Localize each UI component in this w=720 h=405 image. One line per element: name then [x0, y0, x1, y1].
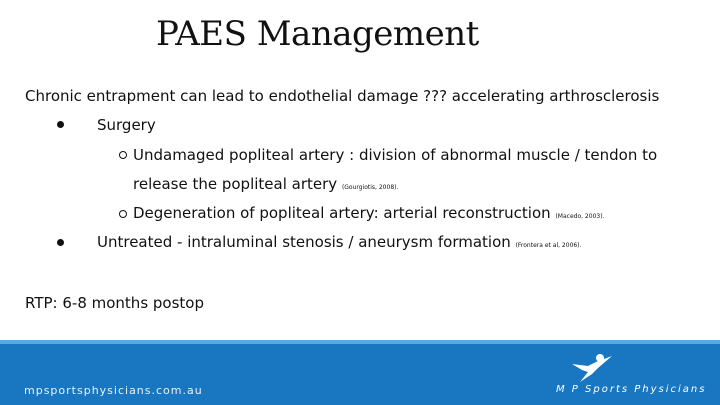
intro-text: Chronic entrapment can lead to endothelial damage ??? accelerating arthrosclerosis [25, 87, 660, 105]
citation-macedo: (Macedo, 2003). [555, 213, 605, 220]
bullet-surgery: Surgery [97, 116, 156, 134]
footer-logo-text: M P Sports Physicians [556, 384, 707, 395]
sub-bullet-degeneration-text: Degeneration of popliteal artery: arterial reconstruction [133, 204, 551, 222]
rtp-text: RTP: 6-8 months postop [25, 294, 204, 312]
slide-title: PAES Management [156, 14, 479, 54]
sub-bullet-ring [119, 151, 127, 159]
bullet-untreated-text: Untreated - intraluminal stenosis / aneurysm formation [97, 233, 511, 251]
bullet-untreated [97, 233, 581, 251]
citation-frontera: (Frontera et al, 2006). [515, 242, 582, 249]
sub-bullet-undamaged-line2 [133, 175, 398, 193]
bullet-dot [57, 239, 64, 246]
footer-url: mpsportsphysicians.com.au [24, 384, 203, 397]
sub-bullet-ring [119, 210, 127, 218]
sub-bullet-undamaged-text: release the popliteal artery [133, 175, 338, 193]
citation-gourgiotis: (Gourgiotis, 2008). [341, 184, 399, 191]
sub-bullet-undamaged-line1: Undamaged popliteal artery : division of abnormal muscle / tendon to [133, 146, 658, 164]
runner-figure-icon [566, 352, 618, 386]
sub-bullet-degeneration [133, 204, 604, 222]
bullet-dot [57, 121, 64, 128]
footer-accent-band [0, 340, 720, 344]
